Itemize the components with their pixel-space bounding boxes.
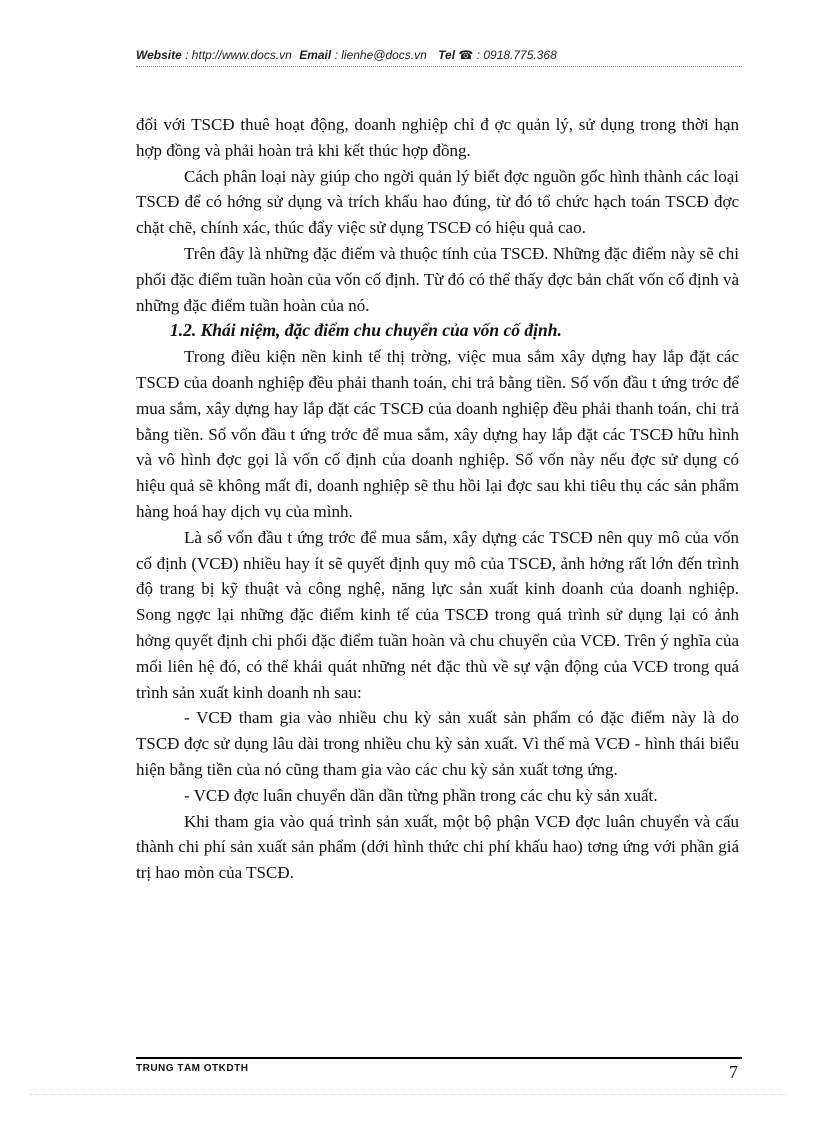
website-value[interactable]: : http://www.docs.vn xyxy=(185,48,292,62)
paragraph-7: - VCĐ đợc luân chuyển dần dần từng phần trong các chu kỳ sản xuất. xyxy=(184,785,658,805)
header-divider xyxy=(136,66,742,67)
email-value[interactable]: : lienhe@docs.vn xyxy=(334,48,427,62)
paragraph-6: - VCĐ tham gia vào nhiều chu kỳ sản xuất sản phẩm có đặc điểm này là do TSCĐ đợc sử dụng lâu dài trong nhiều chu kỳ sản xuất. Vì thế mà VCĐ - hình thái biểu hiện bằng tiền của nó cũng tham gia vào các chu kỳ sản xuất tơng ứng. xyxy=(136,708,739,779)
page-number: 7 xyxy=(729,1062,738,1082)
paragraph-1: đối với TSCĐ thuê hoạt động, doanh nghiệp chỉ đ ợc quản lý, sử dụng trong thời hạn hợp đồng và phải hoàn trả khi kết thúc hợp đồng. xyxy=(136,115,739,160)
paragraph-8: Khi tham gia vào quá trình sản xuất, một bộ phận VCĐ đợc luân chuyển và cấu thành chi phí sản xuất sản phẩm (dới hình thức chi phí khấu hao) tơng ứng với phần giá trị hao mòn của TSCĐ. xyxy=(136,811,739,883)
page-bottom-border xyxy=(30,1094,786,1095)
tel-label: Tel ☎ xyxy=(438,48,474,62)
paragraph-5: Là số vốn đầu t ứng trớc để mua sắm, xây dựng các TSCĐ nên quy mô của vốn cố định (VCĐ) nhiều hay ít sẽ quyết định quy mô của TSCĐ, ảnh hởng rất lớn đến trình độ trang bị kỹ thuật và công nghệ, năng lực sản xuất kinh doanh của doanh nghiệp. Song ngợc lại những đặc điểm kinh tế của TSCĐ trong quá trình sử dụng lại có ảnh hởng quyết định chi phối đặc điểm tuần hoàn và chu chuyển của VCĐ. Trên ý nghĩa của mối liên hệ đó, có thể khái quát những nét đặc thù về sự vận động của VCĐ trong quá trình sản xuất kinh doanh nh sau: xyxy=(136,527,739,702)
document-body xyxy=(136,112,739,886)
tel-value: : 0918.775.368 xyxy=(476,48,557,62)
footer-center-name: TRUNG TÂM OTKDTH xyxy=(136,1063,249,1074)
paragraph-3: Trên đây là những đặc điểm và thuộc tính của TSCĐ. Những đặc điểm này sẽ chi phối đặc điểm tuần hoàn của vốn cố định. Từ đó có thể thấy đợc bản chất vốn cố định và những đặc điểm tuần hoàn của nó. xyxy=(136,243,739,315)
footer-divider xyxy=(136,1057,742,1059)
website-label: Website xyxy=(136,48,182,62)
section-heading: 1.2. Khái niệm, đặc điểm chu chuyển của vốn cố định. xyxy=(170,320,562,341)
email-label: Email xyxy=(299,48,332,62)
paragraph-4: Trong điều kiện nền kinh tế thị trờng, việc mua sắm xây dựng hay lắp đặt các TSCĐ của doanh nghiệp đều phải thanh toán, chi trả bằng tiền. Số vốn đầu t ứng trớc để mua sắm, xây dựng hay lắp đặt các TSCĐ của doanh nghiệp đều phải thanh toán, chi trả bằng tiền. Số vốn đầu t ứng trớc để mua sắm, xây dựng hay lắp đặt các TSCĐ hữu hình và vô hình đợc gọi là vốn cố định của doanh nghiệp. Số vốn này nếu đợc sử dụng có hiệu quả sẽ không mất đi, doanh nghiệp sẽ thu hồi lại đợc sau khi tiêu thụ các sản phẩm hàng hoá hay dịch vụ của mình. xyxy=(136,347,739,521)
page-header xyxy=(136,48,742,64)
paragraph-2: Cách phân loại này giúp cho ngời quản lý biết đợc nguồn gốc hình thành các loại TSCĐ để có hớng sử dụng và trích khấu hao đúng, từ đó tổ chức hạch toán TSCĐ đợc chặt chẽ, chính xác, thúc đẩy việc sử dụng TSCĐ có hiệu quả cao. xyxy=(136,166,739,238)
